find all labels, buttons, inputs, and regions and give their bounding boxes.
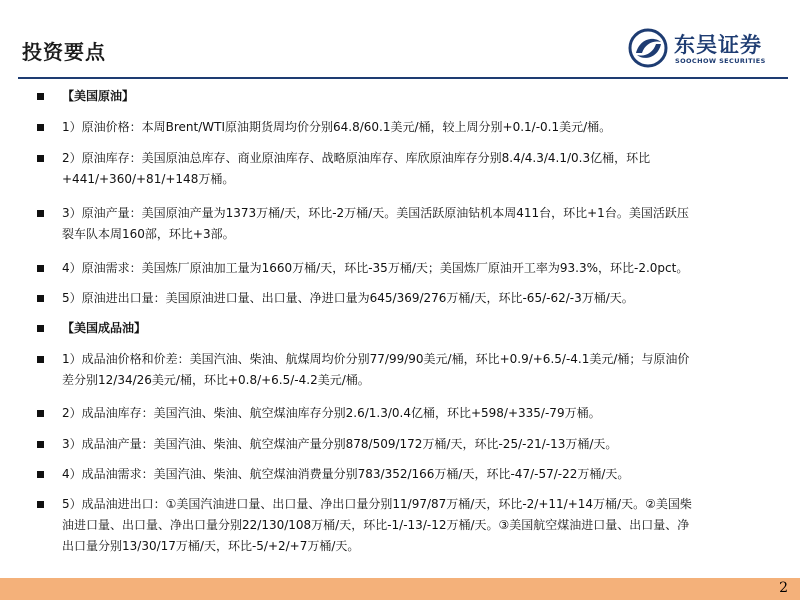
- page-number: 2: [779, 580, 788, 596]
- company-logo: [628, 28, 788, 68]
- square-bullet-icon: [37, 155, 44, 162]
- page-title: 投资要点: [22, 40, 106, 64]
- square-bullet-icon: [37, 93, 44, 100]
- square-bullet-icon: [37, 501, 44, 508]
- soochow-logo-icon: [628, 28, 670, 68]
- item-text: 5）原油进出口量：美国原油进口量、出口量、净进口量为645/369/276万桶/天，环比-65/-62/-3万桶/天。: [62, 291, 634, 305]
- square-bullet-icon: [37, 441, 44, 448]
- header-divider: [18, 77, 788, 79]
- item-text: 1）成品油价格和价差：美国汽油、柴油、航煤周均价分别77/99/90美元/桶，环比+0.9/+6.5/-4.1美元/桶；与原油价 差分别12/34/26美元/桶，环比+0.8/+6.5/-4.2美元/桶。: [62, 352, 690, 387]
- square-bullet-icon: [37, 124, 44, 131]
- item-text: 3）成品油产量：美国汽油、柴油、航空煤油产量分别878/509/172万桶/天，环比-25/-21/-13万桶/天。: [62, 437, 618, 451]
- square-bullet-icon: [37, 356, 44, 363]
- square-bullet-icon: [37, 410, 44, 417]
- page-header: [0, 0, 800, 80]
- footer-bar: [0, 578, 800, 600]
- square-bullet-icon: [37, 325, 44, 332]
- square-bullet-icon: [37, 471, 44, 478]
- square-bullet-icon: [37, 210, 44, 217]
- square-bullet-icon: [37, 265, 44, 272]
- item-text: 3）原油产量：美国原油产量为1373万桶/天，环比-2万桶/天。美国活跃原油钻机本周411台，环比+1台。美国活跃压 裂车队本周160部，环比+3部。: [62, 206, 689, 241]
- logo-text-en: SOOCHOW SECURITIES: [675, 57, 766, 65]
- item-text: 2）成品油库存：美国汽油、柴油、航空煤油库存分别2.6/1.3/0.4亿桶，环比+598/+335/-79万桶。: [62, 406, 601, 420]
- square-bullet-icon: [37, 295, 44, 302]
- section-heading-products: 【美国成品油】: [62, 321, 147, 335]
- item-text: 4）原油需求：美国炼厂原油加工量为1660万桶/天，环比-35万桶/天；美国炼厂原油开工率为93.3%，环比-2.0pct。: [62, 261, 689, 275]
- item-text: 5）成品油进出口：①美国汽油进口量、出口量、净出口量分别11/97/87万桶/天，环比-2/+11/+14万桶/天。②美国柴 油进口量、出口量、净出口量分别22/130/108万桶/天，环比-1/-13/-12万桶/天。③美国航空煤油进口量、出口量、净 出口量分别13/30/17万桶/天，环比-5/+2/+7万桶/天。: [62, 497, 692, 553]
- item-text: 4）成品油需求：美国汽油、柴油、航空煤油消费量分别783/352/166万桶/天，环比-47/-57/-22万桶/天。: [62, 467, 630, 481]
- logo-text-cn: 东吴证券: [674, 33, 762, 57]
- item-text: 1）原油价格：本周Brent/WTI原油期货周均价分别64.8/60.1美元/桶，较上周分别+0.1/-0.1美元/桶。: [62, 120, 612, 134]
- item-text: 2）原油库存：美国原油总库存、商业原油库存、战略原油库存、库欣原油库存分别8.4/4.3/4.1/0.3亿桶，环比 +441/+360/+81/+148万桶。: [62, 151, 651, 186]
- section-heading-crude: 【美国原油】: [62, 89, 135, 103]
